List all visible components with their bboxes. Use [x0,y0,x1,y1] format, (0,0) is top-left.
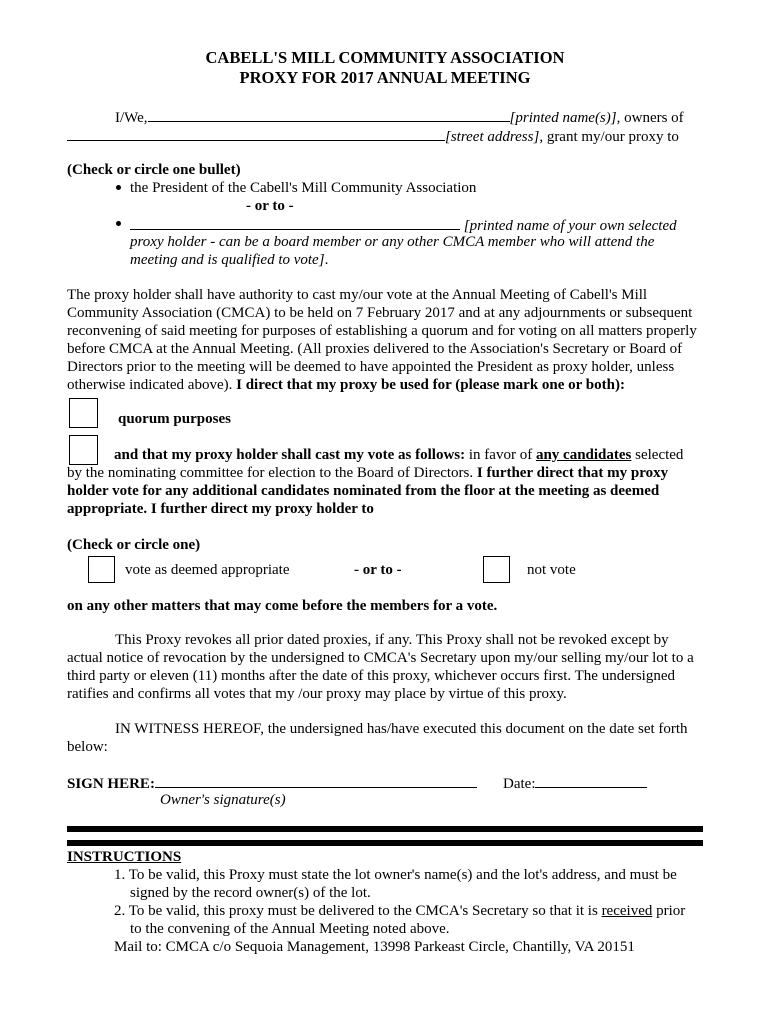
bullet-icon [116,221,121,226]
bullet-icon [116,185,121,190]
street-address-field[interactable] [67,126,445,141]
vote-bold-text: and that my proxy holder shall cast my vote as follows: [114,447,466,463]
authority-line6 [67,376,625,394]
authority-line6-plain: otherwise indicated above). [67,377,237,393]
authority-line5: Directors prior to the meeting will be deemed to have appointed the President as proxy holder, unless [67,359,675,375]
vote-candidates-line3: holder vote for any additional candidates nominated from the floor at the meeting as deemed [67,483,660,499]
item2-received: received [601,903,653,919]
mail-to-address: Mail to: CMCA c/o Sequoia Management, 13998 Parkeast Circle, Chantilly, VA 20151 [114,939,635,955]
printed-names-label: [printed name(s)] [509,110,617,126]
sign-here-row [67,773,477,793]
authority-line3: reconvening of said meeting for purposes of establishing a quorum and for voting on all matters properly [67,323,697,339]
divider-thick-2 [67,840,703,846]
date-row [503,773,647,793]
iwe-label: I/We, [115,110,148,126]
or-to-separator: - or to - [246,198,294,214]
instruction-item2-line2: to the convening of the Annual Meeting noted above. [130,921,450,937]
instructions-heading: INSTRUCTIONS [67,849,182,865]
owner-signature-caption: Owner's signature(s) [160,792,286,808]
revocation-line4: ratifies and confirms all votes that my /our proxy may place by virtue of this proxy. [67,686,567,702]
own-holder-period: . [324,252,329,268]
document-title-line2: PROXY FOR 2017 ANNUAL MEETING [239,68,531,87]
sign-here-label: SIGN HERE: [67,776,155,792]
signature-field[interactable] [155,773,477,788]
other-matters-footer: on any other matters that may come before the members for a vote. [67,598,498,614]
option-own-holder-line3 [130,251,328,269]
item2-text-b: prior [652,903,686,919]
grant-proxy-text: , grant my/our proxy to [539,129,679,145]
printed-names-field[interactable] [148,107,510,122]
intro-line1 [115,107,684,127]
document-title-line1: CABELL'S MILL COMMUNITY ASSOCIATION [205,48,565,67]
nominating-text: by the nominating committee for election to the Board of Directors. [67,465,477,481]
check-one-instruction: (Check or circle one) [67,537,201,553]
check-one-bullet-instruction: (Check or circle one bullet) [67,162,241,178]
quorum-checkbox[interactable] [69,398,98,428]
revocation-line2: actual notice of revocation by the undersigned to CMCA's Secretary upon my/our selling my/our lot to a [67,650,694,666]
instruction-item2-line1 [114,902,685,920]
revocation-line1: This Proxy revokes all prior dated proxies, if any. This Proxy shall not be revoked except by [115,632,669,648]
vote-candidates-line2 [67,464,668,482]
any-candidates-text: any candidates [535,447,632,463]
authority-line1: The proxy holder shall have authority to cast my/our vote at the Annual Meeting of Cabell's Mill [67,287,648,303]
vote-appropriate-label: vote as deemed appropriate [125,562,290,578]
option-own-holder-line2: proxy holder - can be a board member or any other CMCA member who will attend the [130,234,655,250]
vote-appropriate-checkbox[interactable] [88,556,115,583]
option-president[interactable]: the President of the Cabell's Mill Community Association [130,180,477,196]
authority-line4: before CMCA at the Annual Meeting. (All proxies delivered to the Association's Secretary or Board of [67,341,683,357]
revocation-line3: third party or eleven (11) months after the date of this proxy, whichever occurs first. The undersigned [67,668,676,684]
vote-candidates-checkbox[interactable] [69,435,98,465]
authority-line2: Community Association (CMCA) to be held on 7 February 2017 and at any adjournments or subsequent [67,305,693,321]
vote-plain-text: in favor of [465,447,536,463]
date-field[interactable] [535,773,647,788]
quorum-purposes-label: quorum purposes [118,411,231,427]
vote-candidates-line1 [114,446,683,464]
witness-line1: IN WITNESS HEREOF, the undersigned has/have executed this document on the date set forth [115,721,688,737]
proxy-holder-name-field[interactable] [130,215,460,230]
not-vote-checkbox[interactable] [483,556,510,583]
own-holder-label: [printed name of your own selected [463,218,677,234]
instruction-item1-line2: signed by the record owner(s) of the lot. [130,885,371,901]
or-to-separator-2: - or to - [354,562,402,578]
option-own-holder-line1[interactable] [130,215,677,235]
witness-line2: below: [67,739,108,755]
further-direct-text: I further direct that my proxy [476,465,669,481]
instruction-item1-line1: 1. To be valid, this Proxy must state the lot owner's name(s) and the lot's address, and must be [114,867,677,883]
divider-thick [67,826,703,832]
selected-text: selected [631,447,684,463]
owners-of-text: , owners of [616,110,684,126]
date-label: Date: [503,776,536,792]
vote-candidates-line4: appropriate. I further direct my proxy holder to [67,501,374,517]
authority-line6-bold: I direct that my proxy be used for (please mark one or both): [236,377,625,393]
intro-line2 [67,126,679,146]
not-vote-label: not vote [527,562,576,578]
item2-text-a: 2. To be valid, this proxy must be delivered to the CMCA's Secretary so that it is [114,903,602,919]
street-address-label: [street address] [445,129,540,145]
own-holder-line3-text: meeting and is qualified to vote] [130,252,325,268]
